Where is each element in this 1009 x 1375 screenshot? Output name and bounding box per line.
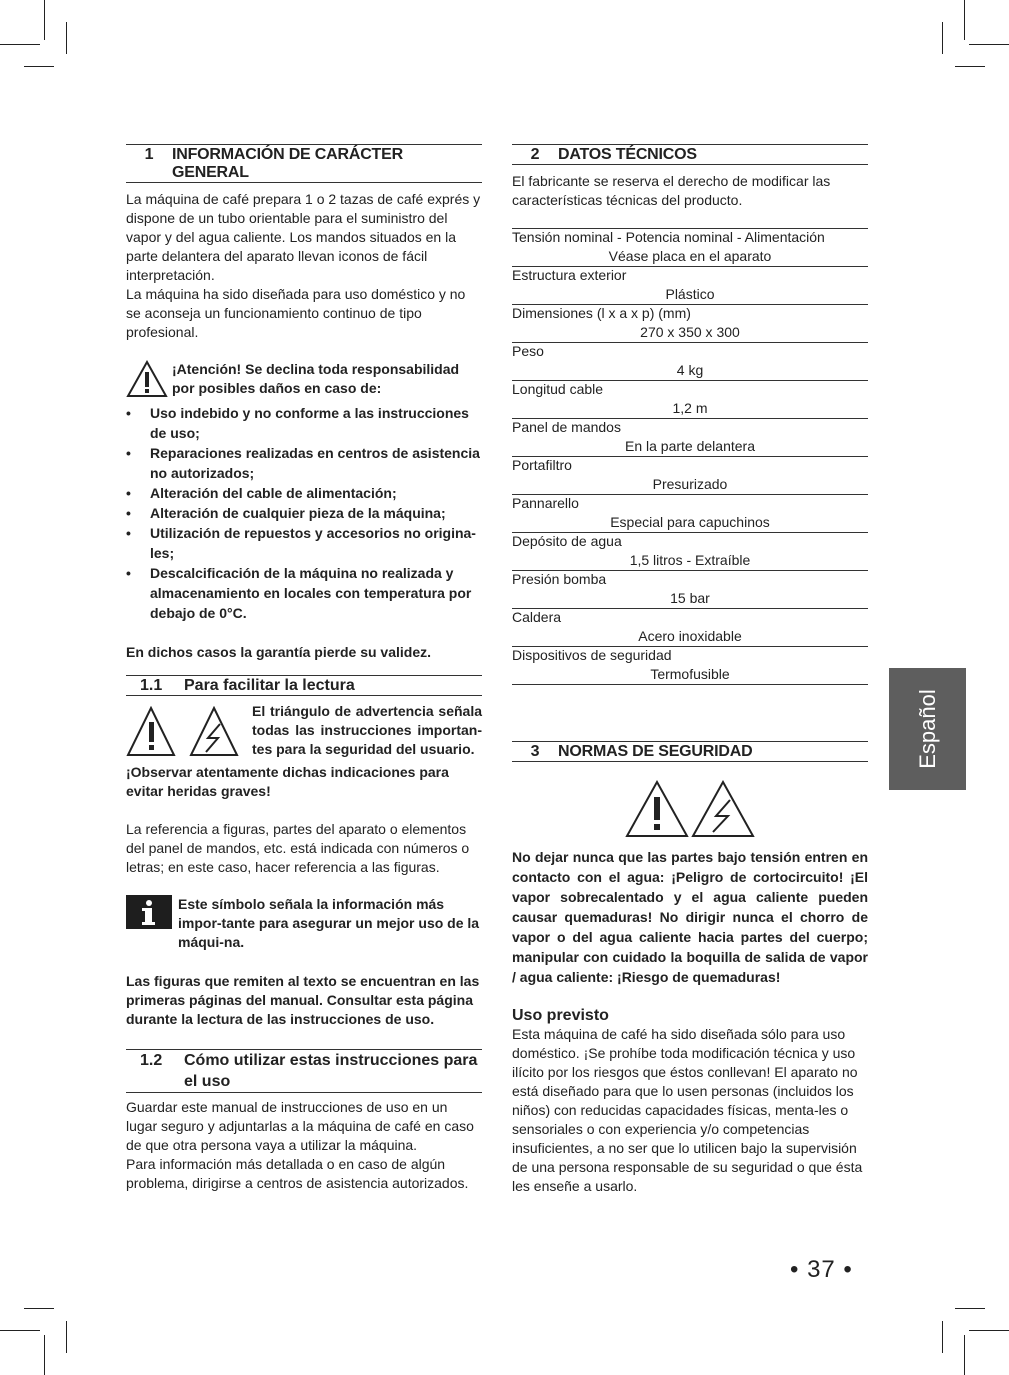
list-item: • Alteración de cualquier pieza de la máquina; xyxy=(126,505,446,521)
section-title: NORMAS DE SEGURIDAD xyxy=(558,743,753,760)
list-item: • Alteración del cable de alimentación; xyxy=(126,485,397,501)
section-title: Cómo utilizar estas instrucciones para el uso xyxy=(184,1052,478,1090)
figure-reference-text: La referencia a figuras, partes del aparato o elementos del panel de mandos, etc. está indicada con números o letras; en este caso, hacer referencia a las figuras. xyxy=(126,821,470,875)
crop-mark xyxy=(66,22,67,54)
crop-mark xyxy=(942,22,943,54)
crop-mark xyxy=(24,1308,54,1309)
warning-title: ¡Atención! Se declina toda responsabilidad por posibles daños en caso de: xyxy=(172,361,460,396)
section-number: 3 xyxy=(530,743,540,760)
section-number: 1.1 xyxy=(140,677,163,694)
intended-use-text: Esta máquina de café ha sido diseñada sólo para uso doméstico. ¡Se prohíbe toda modificación técnica y uso ilícito por los riesgos que éstos conllevan! El aparato no está diseñado para que lo usen personas (incluidos los niños) con reducidas capacidades físicas, menta-les o sensoriales o con experiencia y/o competencias insuficientes, a no ser que lo utilicen bajo la supervisión de una persona responsable de su seguridad o que ésta les enseñe a usarlo. xyxy=(512,1026,863,1194)
info-icon xyxy=(126,895,178,952)
liability-warning xyxy=(126,360,482,403)
safety-warning: No dejar nunca que las partes bajo tensión entren en contacto con el agua: ¡Peligro de cortocircuito! ¡El vapor sobrecalentado y el agua caliente pueden causar quemaduras! No dirigir nunca el chorro de vapor o del agua caliente hacia partes del cuerpo; manipular con cuidado la boquilla de salida de vapor / agua caliente: ¡Riesgo de quemaduras! xyxy=(512,849,868,985)
section-1-intro-2: La máquina ha sido diseñada para uso doméstico y no se aconseja un funcionamiento continuo de tipo profesional. xyxy=(126,286,466,340)
left-column xyxy=(126,144,482,1193)
table-row: Caldera Acero inoxidable xyxy=(512,609,868,647)
crop-mark xyxy=(66,1321,67,1353)
crop-mark xyxy=(955,66,985,67)
liability-list xyxy=(126,403,482,623)
triangle-legend xyxy=(126,702,482,763)
crop-mark xyxy=(955,1308,985,1309)
safety-icons xyxy=(512,780,868,843)
right-column xyxy=(512,144,868,1196)
list-item: • Descalcificación de la máquina no realizada y almacenamiento en locales con temperatura por debajo de 0°C. xyxy=(126,565,472,621)
section-number: 2 xyxy=(530,146,540,163)
info-legend-text: Este símbolo señala la información más impor-tante para asegurar un mejor uso de la máqui-na. xyxy=(178,896,480,950)
triangle-legend-text-2: ¡Observar atentamente dichas indicaciones para evitar heridas graves! xyxy=(126,764,449,799)
language-label: Español xyxy=(914,689,940,769)
triangle-legend-text: El triángulo de advertencia señala todas las instrucciones importan-tes para la seguridad del usuario. xyxy=(252,703,482,757)
intended-use-title: Uso previsto xyxy=(512,1007,609,1024)
table-row: Depósito de agua 1,5 litros - Extraíble xyxy=(512,533,868,571)
crop-mark xyxy=(0,44,40,45)
table-row: Dimensiones (l x a x p) (mm) 270 x 350 x 300 xyxy=(512,305,868,343)
section-1-2-heading xyxy=(126,1049,482,1093)
section-number: 1 xyxy=(144,146,154,163)
electric-hazard-icon xyxy=(693,782,753,836)
specs-table xyxy=(512,228,868,685)
section-title: INFORMACIÓN DE CARÁCTER GENERAL xyxy=(172,146,403,181)
crop-mark xyxy=(969,44,1009,45)
section-title: DATOS TÉCNICOS xyxy=(558,146,697,163)
page-number: • 37 • xyxy=(790,1256,853,1283)
legend-icons xyxy=(126,702,252,763)
section-1-2-text-2: Para información más detallada o en caso de algún problema, dirigirse a centros de asistencia autorizados. xyxy=(126,1156,469,1191)
crop-mark xyxy=(964,0,965,40)
table-row: Dispositivos de seguridad Termofusible xyxy=(512,647,868,685)
crop-mark xyxy=(0,1330,40,1331)
list-item: • Uso indebido y no conforme a las instrucciones de uso; xyxy=(126,405,469,441)
info-legend xyxy=(126,895,482,952)
warning-triangle-icon xyxy=(126,706,246,758)
table-row: Panel de mandos En la parte delantera xyxy=(512,419,868,457)
table-row: Portafiltro Presurizado xyxy=(512,457,868,495)
table-row: Estructura exterior Plástico xyxy=(512,267,868,305)
section-3-heading xyxy=(512,741,868,762)
warranty-note: En dichos casos la garantía pierde su validez. xyxy=(126,644,431,660)
crop-mark xyxy=(942,1321,943,1353)
language-tab xyxy=(889,668,966,790)
table-row: Presión bomba 15 bar xyxy=(512,571,868,609)
table-row: Peso 4 kg xyxy=(512,343,868,381)
crop-mark xyxy=(44,0,45,40)
section-number: 1.2 xyxy=(140,1052,163,1069)
section-2-heading xyxy=(512,144,868,165)
section-1-heading xyxy=(126,144,482,183)
section-1-1-heading xyxy=(126,675,482,696)
crop-mark xyxy=(964,1335,965,1375)
section-2-intro: El fabricante se reserva el derecho de modificar las características técnicas del producto. xyxy=(512,173,831,208)
table-row: Pannarello Especial para capuchinos xyxy=(512,495,868,533)
table-row: Longitud cable 1,2 m xyxy=(512,381,868,419)
section-1-2-text: Guardar este manual de instrucciones de uso en un lugar seguro y adjuntarlas a la máquina de café en caso de que otra persona vaya a utilizar la máquina. xyxy=(126,1099,474,1153)
crop-mark xyxy=(44,1335,45,1375)
section-title: Para facilitar la lectura xyxy=(184,677,355,694)
warning-triangle-icon xyxy=(627,782,687,836)
warning-triangle-icon xyxy=(126,360,172,403)
crop-mark xyxy=(24,66,54,67)
section-1-intro: La máquina de café prepara 1 o 2 tazas de café exprés y dispone de un tubo orientable para el suministro del vapor y del agua caliente. Los mandos situados en la parte delantera del aparato llevan iconos de fácil interpretación. xyxy=(126,191,481,283)
figures-note: Las figuras que remiten al texto se encuentran en las primeras páginas del manual. Consultar esta página durante la lectura de las instrucciones de uso. xyxy=(126,973,480,1027)
list-item: • Utilización de repuestos y accesorios no origina-les; xyxy=(126,525,476,561)
table-row: Tensión nominal - Potencia nominal - Alimentación Véase placa en el aparato xyxy=(512,229,868,267)
list-item: • Reparaciones realizadas en centros de asistencia no autorizados; xyxy=(126,445,480,481)
crop-mark xyxy=(969,1330,1009,1331)
